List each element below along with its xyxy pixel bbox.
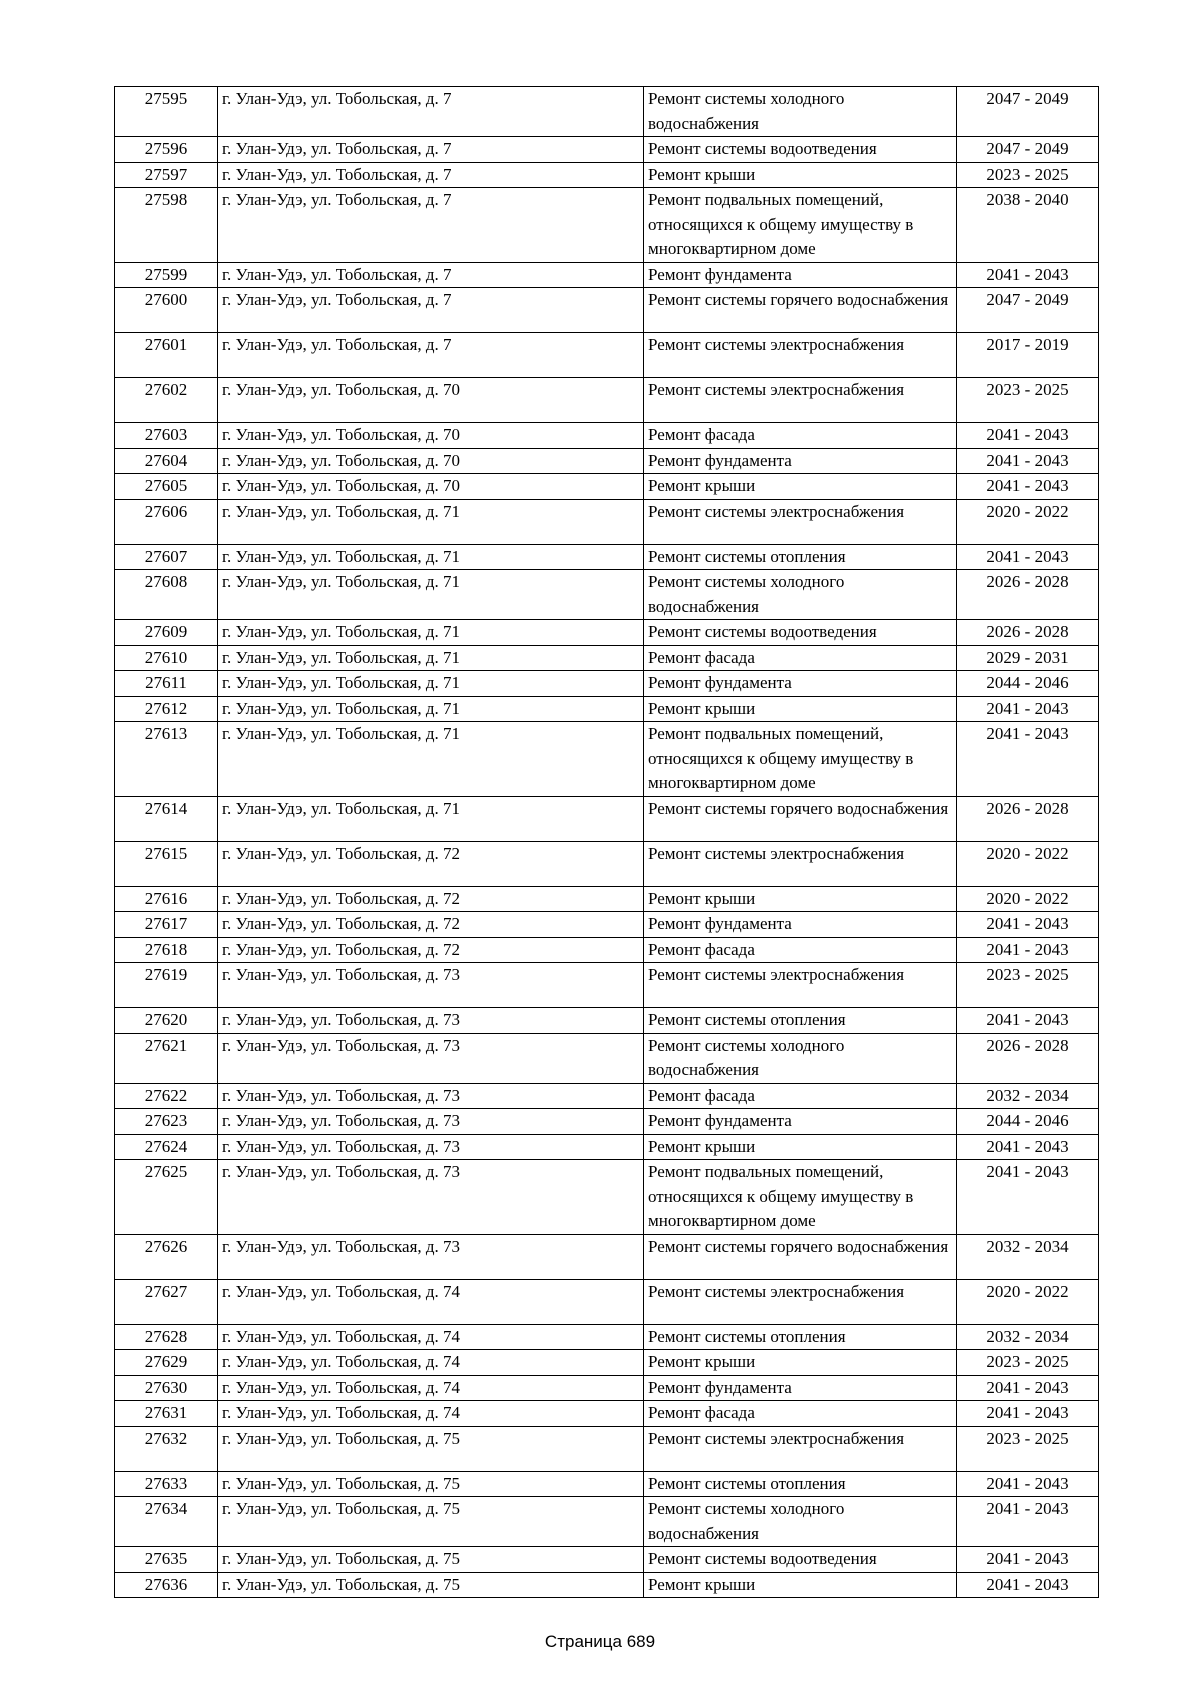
address-cell: г. Улан-Удэ, ул. Тобольская, д. 75 <box>218 1547 644 1573</box>
period-cell: 2041 - 2043 <box>957 544 1099 570</box>
work-type-cell: Ремонт крыши <box>644 1134 957 1160</box>
table-row <box>115 841 1099 886</box>
table-row <box>115 423 1099 449</box>
period-cell: 2041 - 2043 <box>957 262 1099 288</box>
row-number-cell: 27599 <box>115 262 218 288</box>
period-cell: 2041 - 2043 <box>957 937 1099 963</box>
table-row <box>115 937 1099 963</box>
work-type-cell: Ремонт фасада <box>644 1401 957 1427</box>
address-cell: г. Улан-Удэ, ул. Тобольская, д. 71 <box>218 645 644 671</box>
period-cell: 2020 - 2022 <box>957 1279 1099 1324</box>
period-cell: 2032 - 2034 <box>957 1324 1099 1350</box>
period-cell: 2041 - 2043 <box>957 1547 1099 1573</box>
address-cell: г. Улан-Удэ, ул. Тобольская, д. 7 <box>218 188 644 263</box>
table-row <box>115 1234 1099 1279</box>
work-type-cell: Ремонт системы холодного водоснабжения <box>644 87 957 137</box>
period-cell: 2044 - 2046 <box>957 671 1099 697</box>
address-cell: г. Улан-Удэ, ул. Тобольская, д. 71 <box>218 620 644 646</box>
row-number-cell: 27596 <box>115 137 218 163</box>
work-type-cell: Ремонт крыши <box>644 886 957 912</box>
table-row <box>115 671 1099 697</box>
period-cell: 2017 - 2019 <box>957 333 1099 378</box>
row-number-cell: 27606 <box>115 499 218 544</box>
row-number-cell: 27614 <box>115 796 218 841</box>
address-cell: г. Улан-Удэ, ул. Тобольская, д. 71 <box>218 671 644 697</box>
table-row <box>115 1134 1099 1160</box>
row-number-cell: 27623 <box>115 1109 218 1135</box>
row-number-cell: 27624 <box>115 1134 218 1160</box>
period-cell: 2023 - 2025 <box>957 1350 1099 1376</box>
work-type-cell: Ремонт фасада <box>644 1083 957 1109</box>
address-cell: г. Улан-Удэ, ул. Тобольская, д. 73 <box>218 1134 644 1160</box>
period-cell: 2032 - 2034 <box>957 1234 1099 1279</box>
period-cell: 2023 - 2025 <box>957 378 1099 423</box>
row-number-cell: 27617 <box>115 912 218 938</box>
row-number-cell: 27635 <box>115 1547 218 1573</box>
period-cell: 2023 - 2025 <box>957 963 1099 1008</box>
table-row <box>115 886 1099 912</box>
work-type-cell: Ремонт фундамента <box>644 262 957 288</box>
period-cell: 2029 - 2031 <box>957 645 1099 671</box>
row-number-cell: 27630 <box>115 1375 218 1401</box>
table-row <box>115 645 1099 671</box>
work-type-cell: Ремонт системы горячего водоснабжения <box>644 1234 957 1279</box>
work-type-cell: Ремонт системы электроснабжения <box>644 333 957 378</box>
address-cell: г. Улан-Удэ, ул. Тобольская, д. 70 <box>218 474 644 500</box>
row-number-cell: 27605 <box>115 474 218 500</box>
row-number-cell: 27626 <box>115 1234 218 1279</box>
period-cell: 2020 - 2022 <box>957 841 1099 886</box>
work-type-cell: Ремонт системы электроснабжения <box>644 1279 957 1324</box>
period-cell: 2041 - 2043 <box>957 1160 1099 1235</box>
table-row <box>115 570 1099 620</box>
address-cell: г. Улан-Удэ, ул. Тобольская, д. 73 <box>218 1160 644 1235</box>
work-type-cell: Ремонт системы электроснабжения <box>644 378 957 423</box>
work-type-cell: Ремонт крыши <box>644 474 957 500</box>
address-cell: г. Улан-Удэ, ул. Тобольская, д. 73 <box>218 1083 644 1109</box>
period-cell: 2026 - 2028 <box>957 796 1099 841</box>
table-row <box>115 378 1099 423</box>
work-type-cell: Ремонт фундамента <box>644 671 957 697</box>
work-type-cell: Ремонт фундамента <box>644 912 957 938</box>
work-type-cell: Ремонт системы электроснабжения <box>644 841 957 886</box>
work-type-cell: Ремонт системы электроснабжения <box>644 499 957 544</box>
table-row <box>115 722 1099 797</box>
row-number-cell: 27595 <box>115 87 218 137</box>
address-cell: г. Улан-Удэ, ул. Тобольская, д. 71 <box>218 796 644 841</box>
address-cell: г. Улан-Удэ, ул. Тобольская, д. 7 <box>218 333 644 378</box>
address-cell: г. Улан-Удэ, ул. Тобольская, д. 71 <box>218 544 644 570</box>
table-row <box>115 474 1099 500</box>
table-row <box>115 544 1099 570</box>
row-number-cell: 27625 <box>115 1160 218 1235</box>
row-number-cell: 27610 <box>115 645 218 671</box>
work-type-cell: Ремонт крыши <box>644 696 957 722</box>
address-cell: г. Улан-Удэ, ул. Тобольская, д. 74 <box>218 1401 644 1427</box>
table-row <box>115 1083 1099 1109</box>
work-type-cell: Ремонт системы водоотведения <box>644 1547 957 1573</box>
period-cell: 2026 - 2028 <box>957 1033 1099 1083</box>
row-number-cell: 27618 <box>115 937 218 963</box>
table-row <box>115 1401 1099 1427</box>
address-cell: г. Улан-Удэ, ул. Тобольская, д. 72 <box>218 841 644 886</box>
table-row <box>115 288 1099 333</box>
period-cell: 2020 - 2022 <box>957 499 1099 544</box>
row-number-cell: 27636 <box>115 1572 218 1598</box>
row-number-cell: 27613 <box>115 722 218 797</box>
address-cell: г. Улан-Удэ, ул. Тобольская, д. 73 <box>218 1033 644 1083</box>
work-type-cell: Ремонт фундамента <box>644 1375 957 1401</box>
address-cell: г. Улан-Удэ, ул. Тобольская, д. 75 <box>218 1572 644 1598</box>
period-cell: 2047 - 2049 <box>957 87 1099 137</box>
row-number-cell: 27608 <box>115 570 218 620</box>
address-cell: г. Улан-Удэ, ул. Тобольская, д. 7 <box>218 87 644 137</box>
address-cell: г. Улан-Удэ, ул. Тобольская, д. 7 <box>218 137 644 163</box>
address-cell: г. Улан-Удэ, ул. Тобольская, д. 70 <box>218 448 644 474</box>
address-cell: г. Улан-Удэ, ул. Тобольская, д. 74 <box>218 1324 644 1350</box>
work-type-cell: Ремонт системы водоотведения <box>644 620 957 646</box>
period-cell: 2041 - 2043 <box>957 1008 1099 1034</box>
period-cell: 2041 - 2043 <box>957 912 1099 938</box>
row-number-cell: 27622 <box>115 1083 218 1109</box>
period-cell: 2041 - 2043 <box>957 1572 1099 1598</box>
period-cell: 2041 - 2043 <box>957 1375 1099 1401</box>
period-cell: 2026 - 2028 <box>957 620 1099 646</box>
work-type-cell: Ремонт системы отопления <box>644 1324 957 1350</box>
work-type-cell: Ремонт системы электроснабжения <box>644 1426 957 1471</box>
work-type-cell: Ремонт системы отопления <box>644 1008 957 1034</box>
period-cell: 2023 - 2025 <box>957 162 1099 188</box>
address-cell: г. Улан-Удэ, ул. Тобольская, д. 71 <box>218 696 644 722</box>
work-type-cell: Ремонт фасада <box>644 937 957 963</box>
row-number-cell: 27603 <box>115 423 218 449</box>
row-number-cell: 27620 <box>115 1008 218 1034</box>
table-row <box>115 188 1099 263</box>
row-number-cell: 27631 <box>115 1401 218 1427</box>
table-row <box>115 620 1099 646</box>
table-row <box>115 448 1099 474</box>
period-cell: 2041 - 2043 <box>957 423 1099 449</box>
work-type-cell: Ремонт крыши <box>644 1350 957 1376</box>
work-type-cell: Ремонт системы холодного водоснабжения <box>644 1033 957 1083</box>
work-type-cell: Ремонт системы отопления <box>644 1471 957 1497</box>
period-cell: 2041 - 2043 <box>957 1401 1099 1427</box>
period-cell: 2041 - 2043 <box>957 696 1099 722</box>
row-number-cell: 27619 <box>115 963 218 1008</box>
table-row <box>115 1350 1099 1376</box>
work-type-cell: Ремонт системы холодного водоснабжения <box>644 1497 957 1547</box>
row-number-cell: 27600 <box>115 288 218 333</box>
row-number-cell: 27602 <box>115 378 218 423</box>
row-number-cell: 27633 <box>115 1471 218 1497</box>
address-cell: г. Улан-Удэ, ул. Тобольская, д. 73 <box>218 1008 644 1034</box>
period-cell: 2041 - 2043 <box>957 722 1099 797</box>
work-type-cell: Ремонт фундамента <box>644 1109 957 1135</box>
period-cell: 2047 - 2049 <box>957 288 1099 333</box>
address-cell: г. Улан-Удэ, ул. Тобольская, д. 74 <box>218 1279 644 1324</box>
table-row <box>115 912 1099 938</box>
period-cell: 2041 - 2043 <box>957 1497 1099 1547</box>
address-cell: г. Улан-Удэ, ул. Тобольская, д. 7 <box>218 162 644 188</box>
table-row <box>115 1160 1099 1235</box>
work-type-cell: Ремонт системы холодного водоснабжения <box>644 570 957 620</box>
row-number-cell: 27616 <box>115 886 218 912</box>
table-row <box>115 262 1099 288</box>
period-cell: 2026 - 2028 <box>957 570 1099 620</box>
address-cell: г. Улан-Удэ, ул. Тобольская, д. 74 <box>218 1350 644 1376</box>
table-row <box>115 137 1099 163</box>
address-cell: г. Улан-Удэ, ул. Тобольская, д. 75 <box>218 1497 644 1547</box>
table-row <box>115 1033 1099 1083</box>
address-cell: г. Улан-Удэ, ул. Тобольская, д. 71 <box>218 570 644 620</box>
address-cell: г. Улан-Удэ, ул. Тобольская, д. 7 <box>218 262 644 288</box>
row-number-cell: 27601 <box>115 333 218 378</box>
address-cell: г. Улан-Удэ, ул. Тобольская, д. 71 <box>218 722 644 797</box>
table-row <box>115 87 1099 137</box>
repair-schedule-table <box>114 86 1099 1598</box>
work-type-cell: Ремонт системы водоотведения <box>644 137 957 163</box>
row-number-cell: 27609 <box>115 620 218 646</box>
table-row <box>115 1008 1099 1034</box>
row-number-cell: 27629 <box>115 1350 218 1376</box>
period-cell: 2032 - 2034 <box>957 1083 1099 1109</box>
table-body <box>115 87 1099 1598</box>
period-cell: 2041 - 2043 <box>957 1134 1099 1160</box>
work-type-cell: Ремонт подвальных помещений, относящихся к общему имуществу в многоквартирном доме <box>644 1160 957 1235</box>
table-row <box>115 1279 1099 1324</box>
address-cell: г. Улан-Удэ, ул. Тобольская, д. 75 <box>218 1471 644 1497</box>
work-type-cell: Ремонт крыши <box>644 162 957 188</box>
work-type-cell: Ремонт системы горячего водоснабжения <box>644 796 957 841</box>
period-cell: 2044 - 2046 <box>957 1109 1099 1135</box>
row-number-cell: 27632 <box>115 1426 218 1471</box>
table-row <box>115 1547 1099 1573</box>
work-type-cell: Ремонт системы электроснабжения <box>644 963 957 1008</box>
row-number-cell: 27612 <box>115 696 218 722</box>
period-cell: 2041 - 2043 <box>957 1471 1099 1497</box>
period-cell: 2041 - 2043 <box>957 448 1099 474</box>
address-cell: г. Улан-Удэ, ул. Тобольская, д. 71 <box>218 499 644 544</box>
table-row <box>115 1426 1099 1471</box>
table-row <box>115 1471 1099 1497</box>
address-cell: г. Улан-Удэ, ул. Тобольская, д. 73 <box>218 1234 644 1279</box>
address-cell: г. Улан-Удэ, ул. Тобольская, д. 70 <box>218 423 644 449</box>
address-cell: г. Улан-Удэ, ул. Тобольская, д. 72 <box>218 886 644 912</box>
address-cell: г. Улан-Удэ, ул. Тобольская, д. 70 <box>218 378 644 423</box>
row-number-cell: 27598 <box>115 188 218 263</box>
row-number-cell: 27634 <box>115 1497 218 1547</box>
table-row <box>115 796 1099 841</box>
period-cell: 2041 - 2043 <box>957 474 1099 500</box>
row-number-cell: 27607 <box>115 544 218 570</box>
address-cell: г. Улан-Удэ, ул. Тобольская, д. 73 <box>218 963 644 1008</box>
table-row <box>115 162 1099 188</box>
row-number-cell: 27604 <box>115 448 218 474</box>
address-cell: г. Улан-Удэ, ул. Тобольская, д. 74 <box>218 1375 644 1401</box>
address-cell: г. Улан-Удэ, ул. Тобольская, д. 73 <box>218 1109 644 1135</box>
address-cell: г. Улан-Удэ, ул. Тобольская, д. 72 <box>218 937 644 963</box>
row-number-cell: 27597 <box>115 162 218 188</box>
table-row <box>115 696 1099 722</box>
row-number-cell: 27611 <box>115 671 218 697</box>
table-row <box>115 333 1099 378</box>
work-type-cell: Ремонт фасада <box>644 645 957 671</box>
table-row <box>115 1497 1099 1547</box>
row-number-cell: 27621 <box>115 1033 218 1083</box>
address-cell: г. Улан-Удэ, ул. Тобольская, д. 72 <box>218 912 644 938</box>
work-type-cell: Ремонт системы отопления <box>644 544 957 570</box>
table-row <box>115 499 1099 544</box>
table-row <box>115 1572 1099 1598</box>
work-type-cell: Ремонт фундамента <box>644 448 957 474</box>
work-type-cell: Ремонт системы горячего водоснабжения <box>644 288 957 333</box>
table-row <box>115 1324 1099 1350</box>
row-number-cell: 27627 <box>115 1279 218 1324</box>
page-number: Страница 689 <box>544 1632 656 1651</box>
period-cell: 2023 - 2025 <box>957 1426 1099 1471</box>
work-type-cell: Ремонт фасада <box>644 423 957 449</box>
period-cell: 2038 - 2040 <box>957 188 1099 263</box>
row-number-cell: 27615 <box>115 841 218 886</box>
address-cell: г. Улан-Удэ, ул. Тобольская, д. 75 <box>218 1426 644 1471</box>
table-row <box>115 1375 1099 1401</box>
work-type-cell: Ремонт крыши <box>644 1572 957 1598</box>
table-row <box>115 963 1099 1008</box>
address-cell: г. Улан-Удэ, ул. Тобольская, д. 7 <box>218 288 644 333</box>
work-type-cell: Ремонт подвальных помещений, относящихся к общему имуществу в многоквартирном доме <box>644 722 957 797</box>
table-row <box>115 1109 1099 1135</box>
period-cell: 2047 - 2049 <box>957 137 1099 163</box>
period-cell: 2020 - 2022 <box>957 886 1099 912</box>
work-type-cell: Ремонт подвальных помещений, относящихся к общему имуществу в многоквартирном доме <box>644 188 957 263</box>
row-number-cell: 27628 <box>115 1324 218 1350</box>
